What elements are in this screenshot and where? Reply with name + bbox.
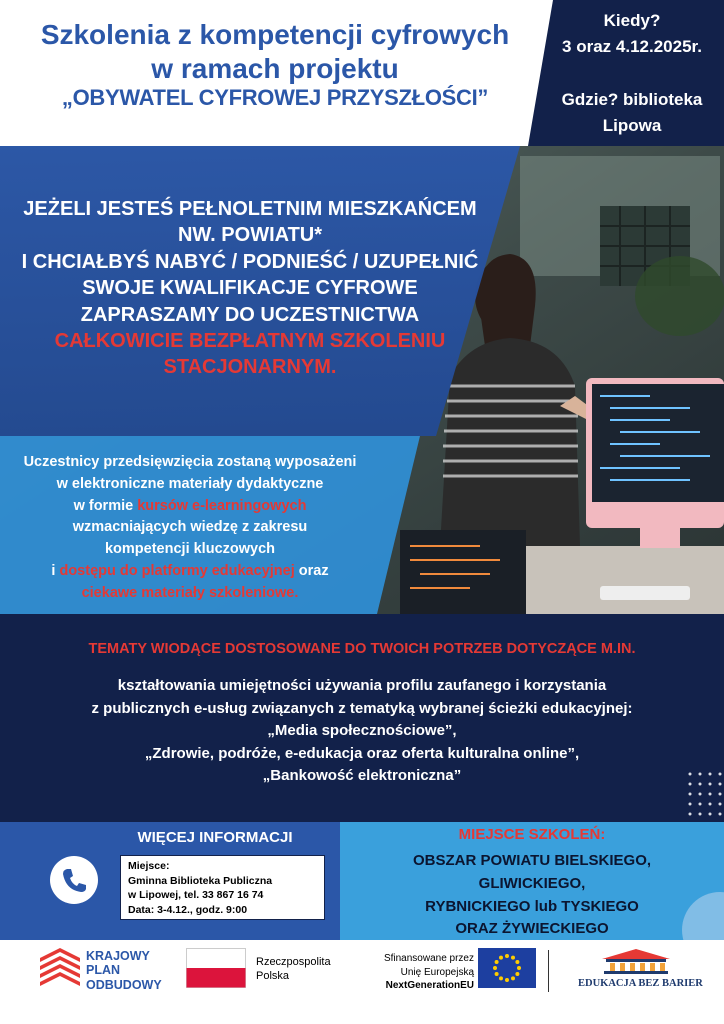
when-value: 3 oraz 4.12.2025r. <box>562 37 702 57</box>
kpo-logo-icon <box>40 948 80 988</box>
ebb-logo-text: EDUKACJA BEZ BARIER <box>578 978 703 989</box>
place-heading: MIEJSCE SZKOLEŃ: <box>458 826 606 843</box>
info-line-2: w elektroniczne materiały dydaktyczne <box>56 475 324 492</box>
rp-logo-text <box>256 955 331 984</box>
headline-line-1: JEŻELI JESTEŚ PEŁNOLETNIM MIESZKAŃCEM <box>23 198 477 220</box>
library-building-icon <box>598 947 674 975</box>
headline-line-7: STACJONARNYM. <box>163 356 337 379</box>
when-where-info <box>540 8 724 139</box>
kpo-line-1: KRAJOWY <box>86 949 150 963</box>
info-line-6 <box>0 561 380 583</box>
title-line-2: w ramach projektu <box>151 52 399 84</box>
info-line-4: wzmacniających wiedzę z zakresu <box>72 519 308 536</box>
where-value: Lipowa <box>602 116 662 136</box>
polish-flag-icon <box>186 948 246 988</box>
ue-line-2: Unię Europejską <box>400 966 474 978</box>
phone-icon <box>50 856 98 904</box>
ue-line-1: Sfinansowane przez <box>383 953 474 964</box>
contact-line-4: Data: 3-4.12., godz. 9:00 <box>128 904 248 917</box>
laptop <box>400 530 526 614</box>
info-line-1: Uczestnicy przedsięwzięcia zostaną wyposażeni <box>23 454 357 470</box>
headline-line-3: I CHCIAŁBYŚ NABYĆ / PODNIEŚĆ / UZUPEŁNIĆ <box>21 250 479 273</box>
more-info-heading: WIĘCEJ INFORMACJI <box>137 829 293 846</box>
kpo-line-3: ODBUDOWY <box>86 977 162 992</box>
topics-line-1: kształtowania umiejętności używania profilu zaufanego i korzystania <box>117 677 607 694</box>
info-line-6-a: i <box>51 562 60 579</box>
title-line-3: „OBYWATEL CYFROWEJ PRZYSZŁOŚCI” <box>61 85 489 111</box>
page-title <box>10 18 540 112</box>
headline <box>0 196 500 381</box>
rp-line-1: Rzeczpospolita <box>256 956 331 968</box>
kpo-logo-text <box>86 949 162 992</box>
topics-line-4: „Zdrowie, podróże, e-edukacja oraz oferta kulturalna online”, <box>144 744 580 762</box>
eu-flag-icon <box>478 948 536 988</box>
kpo-line-2: PLAN <box>86 963 121 978</box>
info-line-3-a: w formie <box>73 497 138 514</box>
topics-heading: TEMATY WIODĄCE DOSTOSOWANE DO TWOICH POTRZEB DOTYCZĄCE M.IN. <box>88 641 636 657</box>
topics-line-2: z publicznych e-usług związanych z tematyką wybranej ścieżki edukacyjnej: <box>91 699 633 717</box>
headline-line-6: CAŁKOWICIE BEZPŁATNYM SZKOLENIU <box>54 329 446 352</box>
rp-line-2: Polska <box>256 970 290 983</box>
topics-body <box>0 675 724 788</box>
contact-line-3: w Lipowej, tel. 33 867 16 74 <box>128 889 264 902</box>
info-line-3 <box>0 496 380 518</box>
contact-line-2: Gminna Biblioteka Publiczna <box>128 874 273 887</box>
place-line-4: ORAZ ŻYWIECKIEGO <box>455 920 609 938</box>
topics-line-3: „Media społecznościowe”, <box>267 722 457 739</box>
topics-line-5: „Bankowość elektroniczna” <box>262 767 462 784</box>
logo-divider <box>548 950 549 992</box>
contact-box <box>120 855 325 920</box>
ue-line-3: NextGenerationEU <box>385 980 474 991</box>
headline-line-5: ZAPRASZAMY DO UCZESTNICTWA <box>80 303 420 326</box>
headline-line-2: NW. POWIATU* <box>177 224 323 247</box>
place-line-2: GLIWICKIEGO, <box>478 874 586 892</box>
place-body <box>340 850 724 941</box>
info-line-5: kompetencji kluczowych <box>104 541 276 557</box>
where-label: Gdzie? biblioteka <box>561 89 703 109</box>
title-line-1: Szkolenia z kompetencji cyfrowych <box>40 19 510 50</box>
info-text <box>0 452 380 604</box>
info-line-6-red: dostępu do platformy edukacyjnej <box>59 562 295 579</box>
place-line-1: OBSZAR POWIATU BIELSKIEGO, <box>412 852 652 869</box>
info-line-3-red: kursów e-learningowych <box>137 497 307 514</box>
info-line-7: ciekawe materiały szkoleniowe. <box>81 584 299 601</box>
place-line-3: RYBNICKIEGO lub TYSKIEGO <box>425 897 639 915</box>
info-line-6-b: oraz <box>294 562 329 579</box>
when-label: Kiedy? <box>603 11 661 30</box>
ue-logo-text <box>352 952 474 993</box>
headline-line-4: SWOJE KWALIFIKACJE CYFROWE <box>82 277 418 300</box>
contact-line-1: Miejsce: <box>128 860 170 872</box>
